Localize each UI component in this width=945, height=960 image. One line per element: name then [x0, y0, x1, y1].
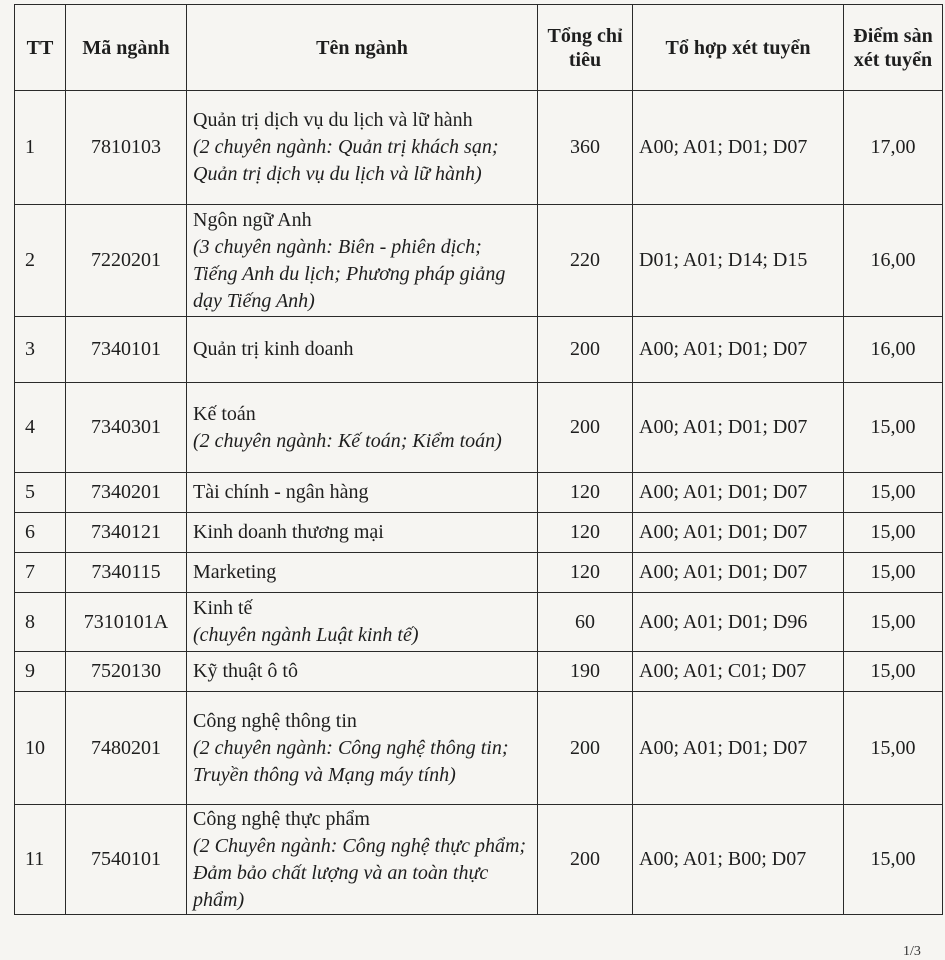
- table-row: [15, 91, 943, 205]
- cell-diem-san: 15,00: [844, 593, 943, 652]
- major-note: (3 chuyên ngành: Biên - phiên dịch; Tiếng Anh du lịch; Phương pháp giảng dạy Tiếng Anh): [193, 235, 506, 312]
- cell-ten-nganh: [187, 692, 538, 805]
- cell-chi-tieu: 200: [538, 692, 633, 805]
- cell-chi-tieu: 190: [538, 652, 633, 692]
- major-name: Ngôn ngữ Anh: [193, 208, 312, 231]
- table-row: [15, 205, 943, 317]
- major-note: (2 chuyên ngành: Công nghệ thông tin; Truyền thông và Mạng máy tính): [193, 736, 509, 786]
- major-name: Quản trị kinh doanh: [193, 338, 354, 360]
- cell-chi-tieu: 60: [538, 593, 633, 652]
- header-ma-nganh: Mã ngành: [66, 5, 187, 91]
- major-name: Công nghệ thông tin: [193, 709, 357, 732]
- cell-diem-san: 15,00: [844, 652, 943, 692]
- cell-tt: 9: [15, 652, 66, 692]
- cell-ma-nganh: 7340121: [66, 513, 187, 553]
- cell-diem-san: 15,00: [844, 692, 943, 805]
- cell-diem-san: 15,00: [844, 383, 943, 473]
- table-row: [15, 553, 943, 593]
- cell-ma-nganh: 7810103: [66, 91, 187, 205]
- cell-tt: 3: [15, 317, 66, 383]
- cell-diem-san: 16,00: [844, 317, 943, 383]
- table-row: [15, 805, 943, 915]
- cell-chi-tieu: 220: [538, 205, 633, 317]
- cell-diem-san: 17,00: [844, 91, 943, 205]
- page-number: 1/3: [903, 944, 921, 959]
- cell-chi-tieu: 200: [538, 805, 633, 915]
- cell-to-hop: A00; A01; D01; D07: [633, 692, 844, 805]
- table-row: [15, 317, 943, 383]
- table-row: [15, 473, 943, 513]
- major-note: (chuyên ngành Luật kinh tế): [193, 624, 419, 646]
- cell-ma-nganh: 7220201: [66, 205, 187, 317]
- cell-chi-tieu: 120: [538, 553, 633, 593]
- cell-to-hop: D01; A01; D14; D15: [633, 205, 844, 317]
- cell-to-hop: A00; A01; D01; D07: [633, 473, 844, 513]
- header-to-hop: Tổ hợp xét tuyển: [633, 5, 844, 91]
- cell-ten-nganh: [187, 383, 538, 473]
- cell-ten-nganh: [187, 473, 538, 513]
- cell-diem-san: 15,00: [844, 805, 943, 915]
- major-note: (2 chuyên ngành: Kế toán; Kiểm toán): [193, 429, 502, 452]
- table-row: [15, 383, 943, 473]
- admission-table: [14, 4, 943, 915]
- cell-tt: 1: [15, 91, 66, 205]
- cell-ten-nganh: [187, 513, 538, 553]
- major-name: Kinh doanh thương mại: [193, 521, 384, 543]
- cell-ma-nganh: 7340115: [66, 553, 187, 593]
- cell-ten-nganh: [187, 652, 538, 692]
- cell-to-hop: A00; A01; C01; D07: [633, 652, 844, 692]
- cell-ma-nganh: 7480201: [66, 692, 187, 805]
- cell-to-hop: A00; A01; B00; D07: [633, 805, 844, 915]
- cell-tt: 5: [15, 473, 66, 513]
- table-row: [15, 593, 943, 652]
- cell-diem-san: 15,00: [844, 553, 943, 593]
- major-name: Quản trị dịch vụ du lịch và lữ hành: [193, 109, 473, 131]
- cell-tt: 11: [15, 805, 66, 915]
- cell-ten-nganh: [187, 553, 538, 593]
- cell-tt: 4: [15, 383, 66, 473]
- cell-ma-nganh: 7310101A: [66, 593, 187, 652]
- cell-ma-nganh: 7340201: [66, 473, 187, 513]
- cell-ten-nganh: [187, 205, 538, 317]
- cell-ma-nganh: 7540101: [66, 805, 187, 915]
- cell-tt: 2: [15, 205, 66, 317]
- cell-chi-tieu: 120: [538, 513, 633, 553]
- cell-chi-tieu: 200: [538, 317, 633, 383]
- header-ten-nganh: Tên ngành: [187, 5, 538, 91]
- cell-chi-tieu: 360: [538, 91, 633, 205]
- major-name: Kế toán: [193, 402, 256, 425]
- major-name: Marketing: [193, 561, 277, 583]
- major-name: Công nghệ thực phẩm: [193, 807, 370, 830]
- cell-ma-nganh: 7340101: [66, 317, 187, 383]
- major-name: Kỹ thuật ô tô: [193, 660, 298, 682]
- cell-to-hop: A00; A01; D01; D96: [633, 593, 844, 652]
- table-row: [15, 692, 943, 805]
- header-row: [15, 5, 943, 91]
- cell-chi-tieu: 120: [538, 473, 633, 513]
- cell-ten-nganh: [187, 593, 538, 652]
- cell-tt: 6: [15, 513, 66, 553]
- cell-to-hop: A00; A01; D01; D07: [633, 513, 844, 553]
- cell-ten-nganh: [187, 805, 538, 915]
- table-row: [15, 652, 943, 692]
- header-tt: TT: [15, 5, 66, 91]
- cell-to-hop: A00; A01; D01; D07: [633, 383, 844, 473]
- cell-ma-nganh: 7520130: [66, 652, 187, 692]
- cell-chi-tieu: 200: [538, 383, 633, 473]
- cell-tt: 7: [15, 553, 66, 593]
- cell-ten-nganh: [187, 317, 538, 383]
- major-note: (2 Chuyên ngành: Công nghệ thực phẩm; Đảm bảo chất lượng và an toàn thực phẩm): [193, 834, 527, 911]
- cell-tt: 8: [15, 593, 66, 652]
- cell-to-hop: A00; A01; D01; D07: [633, 91, 844, 205]
- cell-to-hop: A00; A01; D01; D07: [633, 553, 844, 593]
- cell-ma-nganh: 7340301: [66, 383, 187, 473]
- cell-ten-nganh: [187, 91, 538, 205]
- cell-diem-san: 15,00: [844, 473, 943, 513]
- major-note: (2 chuyên ngành: Quản trị khách sạn; Quản trị dịch vụ du lịch và lữ hành): [193, 136, 499, 185]
- header-diem-san: Điểm sàn xét tuyển: [844, 5, 943, 91]
- header-tong-chi-tieu: Tổng chỉ tiêu: [538, 5, 633, 91]
- table-row: [15, 513, 943, 553]
- cell-to-hop: A00; A01; D01; D07: [633, 317, 844, 383]
- major-name: Kinh tế: [193, 597, 253, 619]
- cell-diem-san: 15,00: [844, 513, 943, 553]
- major-name: Tài chính - ngân hàng: [193, 481, 369, 503]
- cell-tt: 10: [15, 692, 66, 805]
- cell-diem-san: 16,00: [844, 205, 943, 317]
